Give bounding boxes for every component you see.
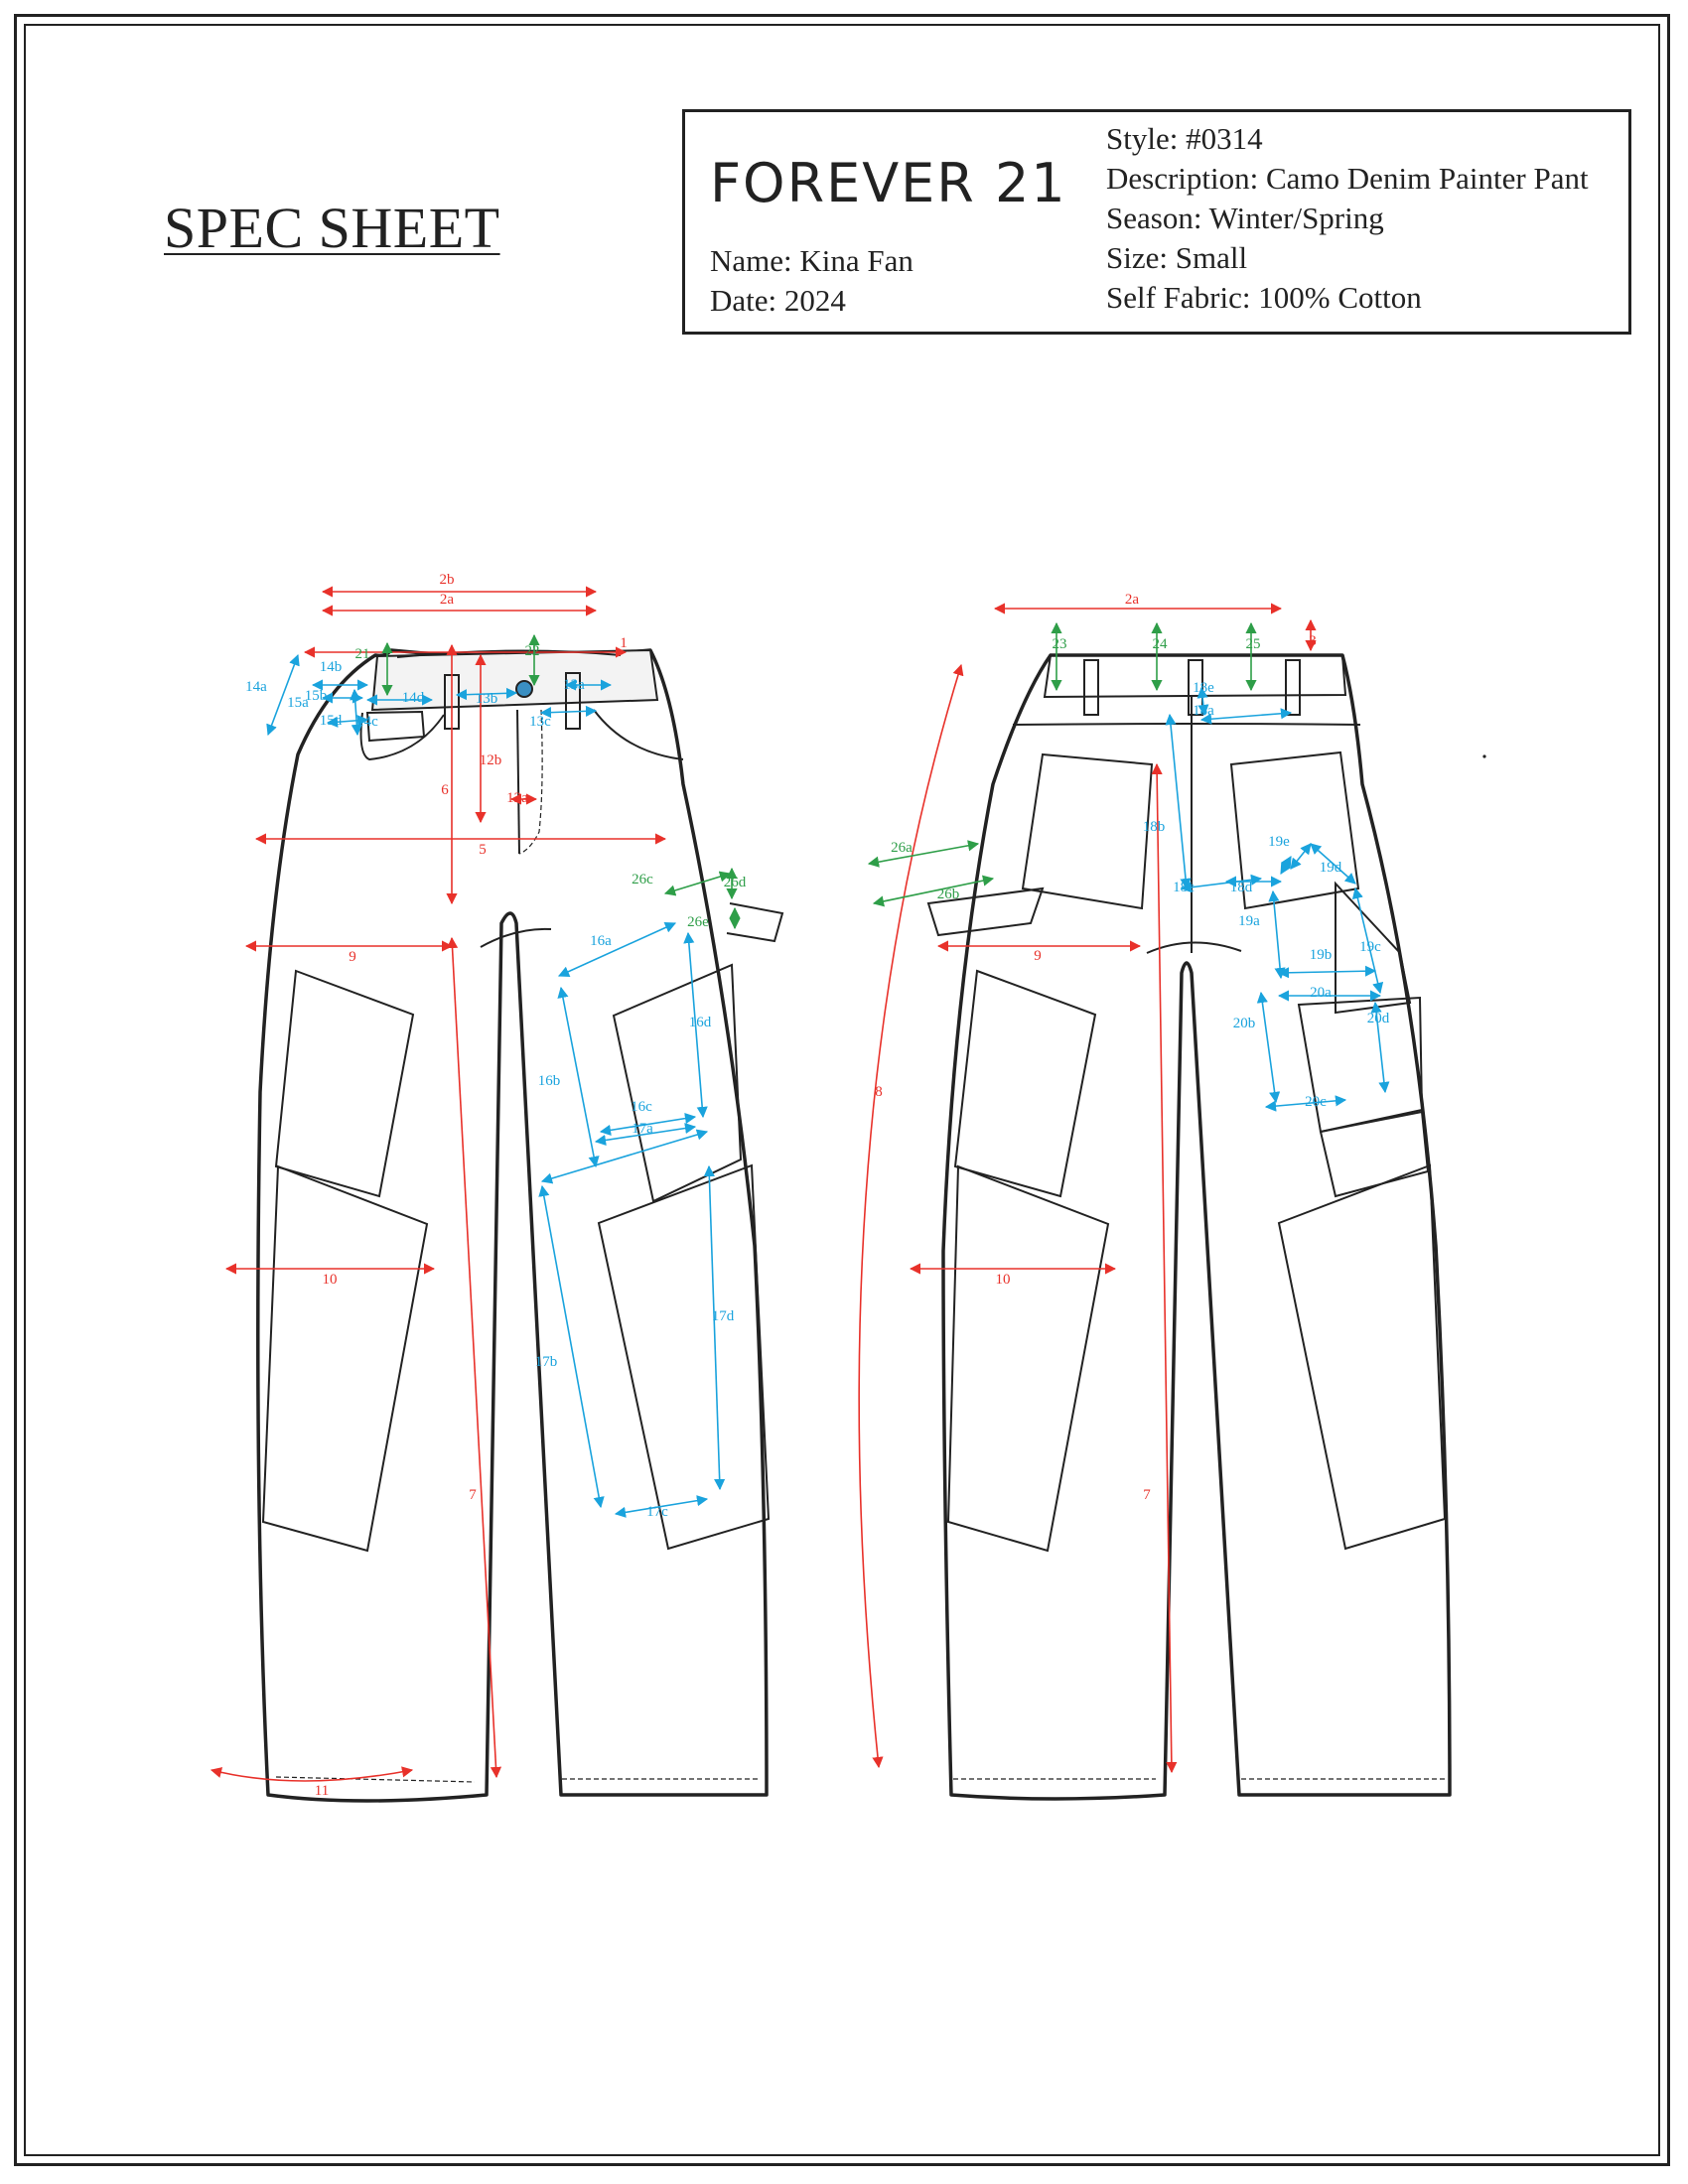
callout-label-front-17c: 17c xyxy=(646,1504,668,1520)
callout-label-front-14a: 14a xyxy=(245,679,267,695)
callout-label-front-15b: 15b xyxy=(304,688,328,704)
back-crotch-curve xyxy=(1147,942,1241,953)
front-outline xyxy=(258,650,767,1801)
garment-description: Description: Camo Denim Painter Pant xyxy=(1106,161,1589,196)
callout-label-back-19b: 19b xyxy=(1309,947,1333,963)
callout-label-back-20d: 20d xyxy=(1366,1011,1390,1026)
callout-label-front-17d: 17d xyxy=(711,1308,735,1324)
callout-label-front-16d: 16d xyxy=(688,1015,712,1030)
back-patch-upper-left xyxy=(955,971,1095,1196)
sheet-date: Date: 2024 xyxy=(710,283,846,318)
callout-label-back-18c: 18c xyxy=(1173,880,1195,895)
callout-label-back-19e: 19e xyxy=(1268,834,1290,850)
callout-label-front-26c: 26c xyxy=(632,872,653,887)
front-patch-upper-left xyxy=(276,971,413,1196)
callout-label-back-10: 10 xyxy=(995,1272,1011,1288)
callout-label-front-2a: 2a xyxy=(439,592,455,608)
callout-label-back-3: 3 xyxy=(1309,633,1317,649)
front-fly xyxy=(517,710,519,854)
stray-dot xyxy=(1482,754,1485,757)
callout-label-back-8: 8 xyxy=(875,1084,883,1100)
front-pocket-right xyxy=(594,710,683,759)
back-patch-lower-right xyxy=(1279,1165,1445,1549)
callout-label-front-7: 7 xyxy=(469,1487,477,1503)
callout-label-front-14b: 14b xyxy=(319,659,343,675)
brand-logo: FOREVER 21 xyxy=(710,152,1067,214)
callout-label-front-14d: 14d xyxy=(401,690,425,706)
callout-label-back-18e: 18e xyxy=(1193,680,1214,696)
back-patch-mid-right xyxy=(1299,998,1422,1132)
back-patch-lower-left xyxy=(948,1166,1108,1551)
callout-label-front-5: 5 xyxy=(479,842,487,858)
blue-measure-lines xyxy=(268,655,1385,1514)
season: Season: Winter/Spring xyxy=(1106,201,1384,235)
designer-name: Name: Kina Fan xyxy=(710,243,914,278)
callout-label-front-16a: 16a xyxy=(590,933,612,949)
callout-label-front-6: 6 xyxy=(441,782,449,798)
callout-label-front-14c: 14c xyxy=(356,714,378,730)
callout-label-front-26e: 26e xyxy=(687,914,709,930)
front-button xyxy=(516,681,532,697)
front-view xyxy=(258,650,782,1801)
callout-label-back-24: 24 xyxy=(1152,636,1168,652)
callout-label-back-18a: 18a xyxy=(1193,703,1214,719)
callout-label-back-19c: 19c xyxy=(1359,939,1381,955)
callout-label-front-10: 10 xyxy=(322,1272,338,1288)
back-view xyxy=(928,655,1486,1799)
callout-label-back-19a: 19a xyxy=(1238,913,1260,929)
back-belt-loop-right xyxy=(1286,660,1300,715)
front-patch-lower-right xyxy=(599,1165,769,1549)
callout-label-back-18d: 18d xyxy=(1229,880,1253,895)
callout-label-back-18b: 18b xyxy=(1142,819,1166,835)
callout-label-front-9: 9 xyxy=(349,949,356,965)
callout-label-front-21: 21 xyxy=(354,646,370,662)
callout-label-front-15a: 15a xyxy=(287,695,309,711)
callout-label-front-13a: 13a xyxy=(563,677,585,693)
callout-label-back-9: 9 xyxy=(1034,948,1042,964)
front-patch-lower-left xyxy=(263,1166,427,1551)
back-patch-small-right xyxy=(1321,1112,1428,1196)
callout-label-front-15d: 15d xyxy=(319,713,343,729)
callout-label-front-1: 1 xyxy=(620,635,628,651)
callout-label-back-20a: 20a xyxy=(1310,985,1332,1001)
back-outline xyxy=(943,655,1450,1799)
callout-label-front-26d: 26d xyxy=(723,875,747,890)
callout-label-front-2b: 2b xyxy=(439,572,455,588)
size: Size: Small xyxy=(1106,240,1248,275)
callout-label-back-20b: 20b xyxy=(1232,1016,1256,1031)
callout-labels xyxy=(245,572,1390,1799)
back-belt-loop-left xyxy=(1084,660,1098,715)
callout-label-back-19d: 19d xyxy=(1319,860,1342,876)
callout-label-back-20c: 20c xyxy=(1305,1094,1327,1110)
callout-label-front-13c: 13c xyxy=(529,714,551,730)
page-title: SPEC SHEET xyxy=(164,196,500,260)
callout-label-back-25: 25 xyxy=(1245,636,1261,652)
callout-label-front-13b: 13b xyxy=(475,691,498,707)
red-measure-lines xyxy=(211,592,1311,1781)
callout-label-front-11: 11 xyxy=(314,1783,330,1799)
callout-label-front-17a: 17a xyxy=(632,1121,653,1137)
callout-label-front-12b: 12b xyxy=(479,752,502,768)
callout-label-back-23: 23 xyxy=(1052,636,1067,652)
callout-label-front-22: 22 xyxy=(524,643,540,659)
callout-label-front-16b: 16b xyxy=(537,1073,561,1089)
style-number: Style: #0314 xyxy=(1106,121,1263,156)
callout-label-front-16c: 16c xyxy=(631,1099,652,1115)
callout-label-back-26a: 26a xyxy=(891,840,913,856)
back-yoke xyxy=(1013,724,1360,725)
callout-label-back-2a: 2a xyxy=(1124,592,1140,608)
callout-label-back-7: 7 xyxy=(1143,1487,1151,1503)
callout-label-front-12a: 12a xyxy=(506,790,528,806)
callout-label-front-17b: 17b xyxy=(534,1354,558,1370)
back-pocket-left xyxy=(1023,754,1152,908)
front-fly-stitch xyxy=(519,710,542,854)
self-fabric: Self Fabric: 100% Cotton xyxy=(1106,280,1422,315)
callout-label-back-26b: 26b xyxy=(936,887,960,902)
